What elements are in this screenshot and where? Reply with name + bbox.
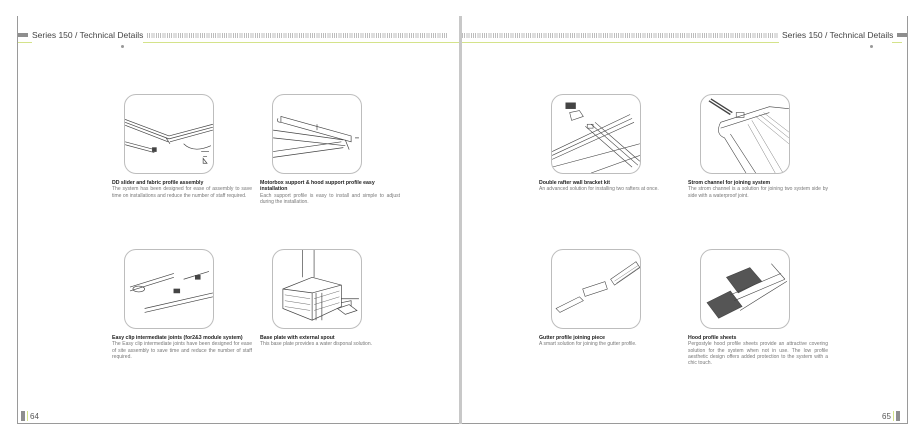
bullet-dot xyxy=(870,45,873,48)
feature-description: A smart solution for joining the gutter profile. xyxy=(539,341,637,348)
base-plate-illustration-icon xyxy=(272,249,362,329)
hood-sheets-illustration-icon xyxy=(700,249,790,329)
feature-card xyxy=(539,94,679,193)
right-page-header xyxy=(462,28,907,42)
accent-rule xyxy=(462,42,779,43)
feature-card xyxy=(260,94,400,205)
feature-description: Pergostyle hood profile sheets provide an attractive covering solution for the system when not in use. The low profile aesthetic design offers added protection to the system with a chic touch. xyxy=(688,341,828,366)
slider-profile-illustration-icon xyxy=(124,94,214,174)
feature-title: Base plate with external spout xyxy=(260,335,335,341)
feature-description: The system has been designed for ease of assembly to save time on installations and reduce the number of staff required. xyxy=(112,186,252,199)
feature-description: This base plate provides a water disponal solution. xyxy=(260,341,373,348)
accent-rule xyxy=(892,42,902,43)
feature-title: Motorbox support & hood support profile easy installation xyxy=(260,180,375,193)
feature-card xyxy=(112,249,252,360)
left-page-header xyxy=(18,28,447,42)
strom-channel-illustration-icon xyxy=(700,94,790,174)
feature-description: Each support profile is easy to install and simple to adjust during the installation. xyxy=(260,192,400,205)
right-page-number xyxy=(882,411,900,421)
left-page-number xyxy=(21,411,39,421)
header-tick-pattern xyxy=(462,33,779,38)
motorbox-support-illustration-icon xyxy=(272,94,362,174)
right-header-title: Series 150 / Technical Details xyxy=(782,30,894,40)
feature-title: Double rafter wall bracket kit xyxy=(539,180,610,186)
gutter-joining-illustration-icon xyxy=(551,249,641,329)
feature-card xyxy=(539,249,679,348)
accent-rule xyxy=(18,42,32,43)
page-number-text: 64 xyxy=(30,411,39,421)
accent-bar xyxy=(27,411,28,421)
feature-title: Strom channel for joining system xyxy=(688,180,771,186)
feature-title: Hood profile sheets xyxy=(688,335,737,341)
feature-title: Gutter profile joining piece xyxy=(539,335,606,341)
left-header-title: Series 150 / Technical Details xyxy=(32,30,144,40)
feature-card xyxy=(112,94,252,199)
bullet-dot xyxy=(121,45,124,48)
feature-description: The Easy clip intermediate joints have been designed for ease of site assembly to save time and reduce the number of staff required. xyxy=(112,341,252,360)
feature-description: An advanced solution for installing two rafters at once. xyxy=(539,186,659,193)
wall-bracket-illustration-icon xyxy=(551,94,641,174)
feature-title: Easy clip intermediate joints (for2&3 module system) xyxy=(112,335,243,341)
header-tab-marker xyxy=(18,33,28,37)
header-tick-pattern xyxy=(147,33,447,38)
clip-joint-illustration-icon xyxy=(124,249,214,329)
feature-card xyxy=(260,249,400,348)
page-number-text: 65 xyxy=(882,411,891,421)
feature-title: DD slider and fabric profile assembly xyxy=(112,180,204,186)
feature-card xyxy=(688,94,828,199)
feature-card xyxy=(688,249,828,366)
accent-rule xyxy=(143,42,459,43)
feature-description: The strom channel is a solution for joining two system side by side with a waterproof joint. xyxy=(688,186,828,199)
page-gutter xyxy=(459,16,462,424)
accent-bar xyxy=(893,411,894,421)
page-marker xyxy=(21,411,25,421)
header-tab-marker xyxy=(897,33,907,37)
page-marker xyxy=(896,411,900,421)
